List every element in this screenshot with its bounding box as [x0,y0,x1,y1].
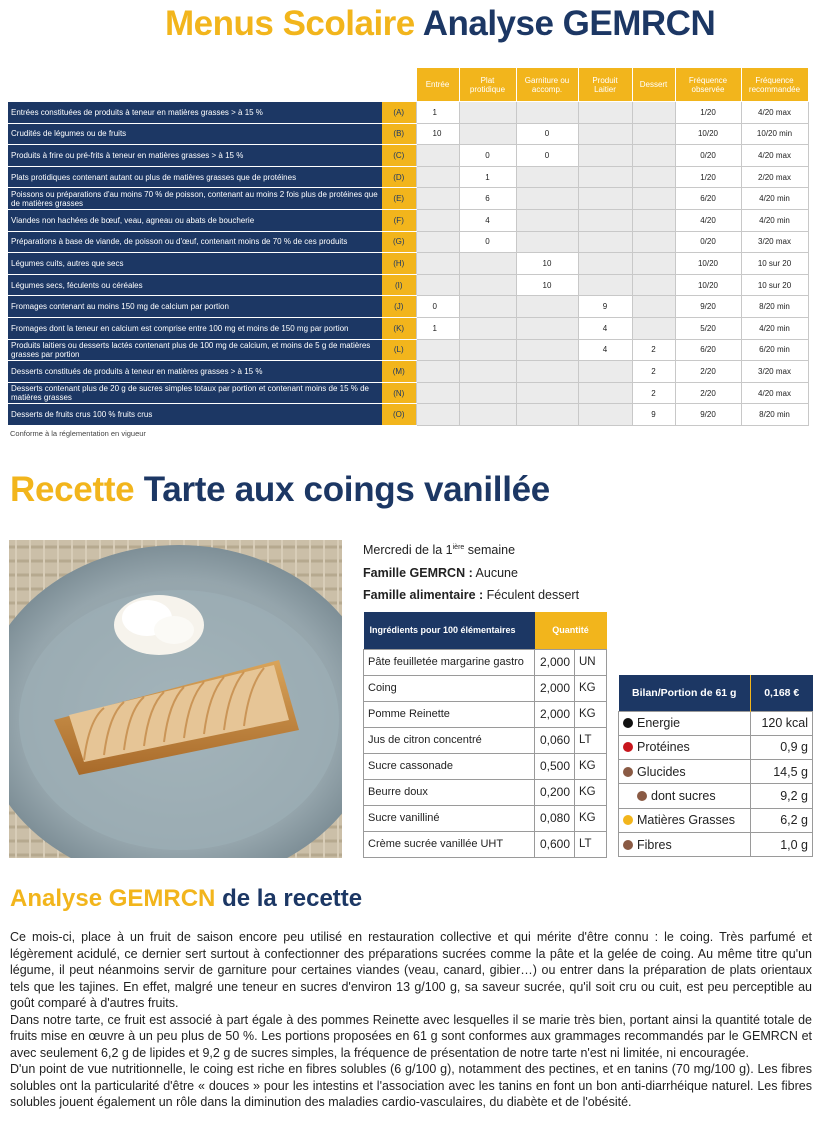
gemrcn-cell [578,123,632,145]
gemrcn-row [8,382,808,404]
nutrient-name [619,735,751,759]
nutrient-dot-icon [623,840,633,850]
gemrcn-code: (H) [382,253,416,275]
gemrcn-cell: 6 [459,188,516,210]
gemrcn-criterion: Produits à frire ou pré-frits à teneur en matières grasses > à 15 % [8,145,382,167]
gemrcn-code: (B) [382,123,416,145]
recipe-famille-alimentaire: Famille alimentaire : Féculent dessert [363,588,580,603]
nutrient-dot-icon [623,767,633,777]
gemrcn-cell: 4 [459,209,516,231]
ingredient-quantity: 0,500 [535,753,575,779]
gemrcn-cell: 2/20 [675,382,741,404]
gemrcn-body [8,102,808,426]
ingredient-row [364,649,607,675]
gemrcn-cell [516,317,578,339]
gemrcn-cell [516,404,578,426]
ingredient-name: Pâte feuilletée margarine gastro [364,649,535,675]
gemrcn-row [8,102,808,124]
gemrcn-col-header: Plat protidique [459,68,516,102]
gemrcn-cell [632,231,675,253]
gemrcn-criterion: Légumes secs, féculents ou céréales [8,274,382,296]
ingredient-row [364,805,607,831]
gemrcn-cell: 2 [632,361,675,383]
gemrcn-cell [459,361,516,383]
gemrcn-code: (A) [382,102,416,124]
gemrcn-col-header: Fréquence observée [675,68,741,102]
nutrition-row [619,784,813,808]
gemrcn-cell [416,166,459,188]
page-title [165,4,765,44]
gemrcn-cell: 9/20 [675,296,741,318]
ingredient-quantity: 2,000 [535,675,575,701]
gemrcn-cell [459,404,516,426]
gemrcn-row [8,145,808,167]
gemrcn-cell: 10/20 min [741,123,808,145]
gemrcn-row [8,123,808,145]
gemrcn-col-header: Produit Laitier [578,68,632,102]
gemrcn-cell [459,253,516,275]
gemrcn-cell: 4/20 min [741,209,808,231]
gemrcn-row [8,188,808,210]
gemrcn-row [8,361,808,383]
gemrcn-cell [578,188,632,210]
ingredient-unit: KG [575,701,607,727]
ingredients-header-row [364,612,607,649]
gemrcn-cell: 5/20 [675,317,741,339]
gemrcn-criterion: Entrées constituées de produits à teneur en matières grasses > à 15 % [8,102,382,124]
gemrcn-code: (C) [382,145,416,167]
gemrcn-cell [516,209,578,231]
gemrcn-cell [459,382,516,404]
gemrcn-cell: 8/20 min [741,404,808,426]
gemrcn-criterion: Poissons ou préparations d'au moins 70 % de poisson, contenant au moins 2 fois plus de protéines que de matières grasses [8,188,382,210]
gemrcn-row [8,231,808,253]
gemrcn-code: (D) [382,166,416,188]
gemrcn-cell: 4/20 max [741,382,808,404]
nutrient-label: Protéines [637,740,690,755]
gemrcn-cell [632,317,675,339]
recipe-title-label: Recette [10,470,135,509]
gemrcn-header-row [8,68,808,102]
gemrcn-cell: 10 [516,274,578,296]
gemrcn-cell: 10/20 [675,274,741,296]
nutrition-row [619,808,813,832]
gemrcn-cell [578,102,632,124]
gemrcn-cell: 4/20 min [741,317,808,339]
page-title-navy: Analyse GEMRCN [422,4,716,43]
nutrient-name [619,832,751,856]
gemrcn-table [8,67,809,426]
gemrcn-cell: 9 [578,296,632,318]
gemrcn-cell [459,317,516,339]
ingredient-row [364,779,607,805]
gemrcn-cell [416,274,459,296]
analysis-body [10,929,812,1111]
gemrcn-criterion: Desserts constitués de produits à teneur en matières grasses > à 15 % [8,361,382,383]
gemrcn-code: (K) [382,317,416,339]
gemrcn-cell: 0/20 [675,231,741,253]
gemrcn-cell: 4/20 max [741,145,808,167]
ingredients-body [364,649,607,857]
ingredient-unit: KG [575,675,607,701]
analysis-paragraph: D'un point de vue nutritionnelle, le coing est riche en fibres solubles (6 g/100 g), notamment des pectines, et en tanins (70 mg/100 g). Les fibres solubles ont la particularité d'être « douces » pour les intestins et l'association avec les tanins en font un bon anti-diarrhéique naturel. Les fibres solubles jouent également un rôle dans la diminution des maladies cardio-vasculaires, du diabète et de l'obésité. [10,1062,812,1109]
gemrcn-cell: 6/20 min [741,339,808,361]
gemrcn-cell [632,166,675,188]
nutrition-row [619,760,813,784]
gemrcn-cell: 4/20 [675,209,741,231]
gemrcn-cell: 0 [459,231,516,253]
gemrcn-cell: 10 [516,253,578,275]
gemrcn-row [8,209,808,231]
nutrition-row [619,735,813,759]
gemrcn-cell [516,296,578,318]
gemrcn-criterion: Produits laitiers ou desserts lactés contenant plus de 100 mg de calcium, et moins de 5 g de matières grasses par portion [8,339,382,361]
gemrcn-cell: 4 [578,317,632,339]
gemrcn-cell: 1/20 [675,166,741,188]
ingredient-unit: KG [575,805,607,831]
ingredient-quantity: 0,600 [535,831,575,857]
ingredient-row [364,701,607,727]
gemrcn-cell [516,231,578,253]
gemrcn-cell [578,274,632,296]
nutrient-label: Energie [637,716,681,731]
ingredient-quantity: 0,200 [535,779,575,805]
gemrcn-cell: 10 [416,123,459,145]
gemrcn-cell [459,296,516,318]
gemrcn-cell: 9/20 [675,404,741,426]
nutrient-name [619,784,751,808]
gemrcn-row [8,274,808,296]
gemrcn-cell [459,339,516,361]
ingredient-unit: LT [575,727,607,753]
ingredient-row [364,727,607,753]
gemrcn-cell [578,253,632,275]
ingredient-quantity: 0,080 [535,805,575,831]
gemrcn-cell [632,253,675,275]
gemrcn-col-header: Fréquence recommandée [741,68,808,102]
gemrcn-cell [632,274,675,296]
gemrcn-cell [632,123,675,145]
gemrcn-code: (O) [382,404,416,426]
gemrcn-cell: 10 sur 20 [741,274,808,296]
nutrition-header-row [619,675,813,711]
nutrition-header-price: 0,168 € [751,675,813,711]
gemrcn-cell [632,188,675,210]
gemrcn-cell [578,166,632,188]
ingredients-table [363,612,607,858]
nutrition-table [618,675,813,857]
analysis-paragraph: Ce mois-ci, place à un fruit de saison encore peu utilisé en restauration collective et qui mérite d'être connu : le coing. Très parfumé et légèrement acidulé, ce dernier sert surtout à confectionner des préparations sucrées comme la pâte et la gelée de coing. Au même titre qu'un légume, il peut néanmoins servir de garniture pour certaines viandes (veau, canard, gibier…) ou entrer dans la préparation de plats orientaux tels que les tajines. En effet, malgré une teneur en sucres d'environ 13 g/100 g, sa saveur sucrée, qu'il soit cru ou cuit, est peu perceptible au goût comparé à d'autres fruits. [10,930,812,1010]
recipe-day: Mercredi de la $1^{ière}$ semaine [363,543,516,558]
ingredient-name: Coing [364,675,535,701]
ingredient-unit: KG [575,753,607,779]
nutrition-header-label: Bilan/Portion de 61 g [619,675,751,711]
analysis-title [10,885,362,913]
ingredient-unit: LT [575,831,607,857]
gemrcn-cell [459,274,516,296]
nutrient-value: 6,2 g [751,808,813,832]
gemrcn-code: (J) [382,296,416,318]
gemrcn-cell [516,166,578,188]
nutrient-value: 14,5 g [751,760,813,784]
nutrient-value: 0,9 g [751,735,813,759]
gemrcn-cell: 6/20 [675,188,741,210]
gemrcn-cell: 10/20 [675,253,741,275]
nutrition-body [619,711,813,857]
gemrcn-cell [632,296,675,318]
gemrcn-row [8,166,808,188]
ingredient-name: Jus de citron concentré [364,727,535,753]
gemrcn-cell [516,102,578,124]
nutrient-name [619,711,751,735]
ingredient-row [364,753,607,779]
gemrcn-cell [578,404,632,426]
gemrcn-criterion: Préparations à base de viande, de poisson ou d'œuf, contenant moins de 70 % de ces produits [8,231,382,253]
gemrcn-cell: 1 [459,166,516,188]
ingredient-name: Sucre cassonade [364,753,535,779]
gemrcn-criterion: Desserts contenant plus de 20 g de sucres simples totaux par portion et contenant moins de 15 % de matières grasses [8,382,382,404]
gemrcn-cell: 0 [459,145,516,167]
nutrition-row [619,832,813,856]
gemrcn-cell [416,231,459,253]
gemrcn-cell: 3/20 max [741,361,808,383]
gemrcn-code: (N) [382,382,416,404]
gemrcn-code: (I) [382,274,416,296]
recipe-title-name: Tarte aux coings vanillée [143,470,550,509]
nutrient-value: 120 kcal [751,711,813,735]
gemrcn-cell: 4/20 min [741,188,808,210]
gemrcn-cell: 1/20 [675,102,741,124]
nutrient-dot-icon [623,718,633,728]
nutrient-label: Matières Grasses [637,813,735,828]
ingredient-row [364,675,607,701]
gemrcn-cell [416,253,459,275]
gemrcn-cell: 0/20 [675,145,741,167]
gemrcn-cell: 8/20 min [741,296,808,318]
nutrient-dot-icon [623,742,633,752]
gemrcn-code: (M) [382,361,416,383]
gemrcn-cell: 3/20 max [741,231,808,253]
tart-illustration [9,540,342,858]
gemrcn-code: (L) [382,339,416,361]
gemrcn-cell [416,145,459,167]
recipe-title [10,470,550,510]
ingredients-header-name: Ingrédients pour 100 élémentaires [364,612,535,649]
gemrcn-cell [632,145,675,167]
gemrcn-cell: 10 sur 20 [741,253,808,275]
gemrcn-code: (G) [382,231,416,253]
nutrient-label: dont sucres [651,789,716,804]
gemrcn-cell: 4/20 max [741,102,808,124]
gemrcn-code: (E) [382,188,416,210]
gemrcn-cell [459,102,516,124]
gemrcn-criterion: Plats protidiques contenant autant ou plus de matières grasses que de protéines [8,166,382,188]
gemrcn-criterion: Viandes non hachées de bœuf, veau, agneau ou abats de boucherie [8,209,382,231]
gemrcn-row [8,317,808,339]
gemrcn-cell: 1 [416,317,459,339]
gemrcn-cell: 4 [578,339,632,361]
ingredient-quantity: 2,000 [535,649,575,675]
ingredient-name: Crème sucrée vanillée UHT [364,831,535,857]
gemrcn-cell [516,339,578,361]
nutrient-dot-icon [637,791,647,801]
gemrcn-cell: 1 [416,102,459,124]
page-title-yellow: Menus Scolaire [165,4,415,43]
gemrcn-col-header: Entrée [416,68,459,102]
recipe-famille-gemrcn: Famille GEMRCN : Aucune [363,565,518,580]
gemrcn-cell [416,188,459,210]
gemrcn-cell: 2 [632,339,675,361]
nutrient-label: Glucides [637,764,686,779]
ingredient-quantity: 0,060 [535,727,575,753]
recipe-photo [9,540,342,858]
nutrient-dot-icon [623,815,633,825]
gemrcn-row [8,296,808,318]
ingredient-unit: UN [575,649,607,675]
gemrcn-cell: 0 [516,145,578,167]
gemrcn-cell [578,231,632,253]
analysis-title-yellow: Analyse GEMRCN [10,885,216,912]
nutrient-name [619,760,751,784]
ingredient-row [364,831,607,857]
gemrcn-cell: 2/20 max [741,166,808,188]
gemrcn-col-header: Garniture ou accomp. [516,68,578,102]
ingredient-unit: KG [575,779,607,805]
gemrcn-cell: 2 [632,382,675,404]
nutrient-value: 1,0 g [751,832,813,856]
gemrcn-cell [632,102,675,124]
analysis-paragraph: Dans notre tarte, ce fruit est associé à part égale à des pommes Reinette avec lesquelles il se marie très bien, portant ainsi la quantité totale de fruits mise en œuvre à un peu plus de 50 %. Les portions proposées en 61 g sont conformes aux grammages recommandés par le GEMRCN et avec seulement 6,2 g de lipides et 9,2 g de sucres simples, la fréquence de présentation de notre tarte n'est ni limitée, ni encouragée. [10,1012,812,1060]
gemrcn-cell [516,188,578,210]
gemrcn-cell [416,339,459,361]
gemrcn-cell: 10/20 [675,123,741,145]
gemrcn-criterion: Légumes cuits, autres que secs [8,253,382,275]
ingredient-name: Beurre doux [364,779,535,805]
gemrcn-code: (F) [382,209,416,231]
gemrcn-cell [632,209,675,231]
ingredient-name: Sucre vanilliné [364,805,535,831]
gemrcn-cell: 0 [416,296,459,318]
gemrcn-cell [578,209,632,231]
gemrcn-cell: 0 [516,123,578,145]
gemrcn-cell [416,361,459,383]
ingredient-quantity: 2,000 [535,701,575,727]
ingredient-name: Pomme Reinette [364,701,535,727]
gemrcn-cell [578,145,632,167]
gemrcn-cell [516,361,578,383]
gemrcn-row [8,404,808,426]
gemrcn-criterion: Crudités de légumes ou de fruits [8,123,382,145]
nutrient-value: 9,2 g [751,784,813,808]
gemrcn-cell [416,382,459,404]
nutrient-label: Fibres [637,837,672,852]
gemrcn-cell [416,209,459,231]
analysis-title-navy: de la recette [222,885,363,912]
nutrition-row [619,711,813,735]
gemrcn-row [8,253,808,275]
gemrcn-cell: 9 [632,404,675,426]
nutrient-name [619,808,751,832]
ingredients-header-qty: Quantité [535,612,607,649]
gemrcn-criterion: Desserts de fruits crus 100 % fruits crus [8,404,382,426]
gemrcn-cell [416,404,459,426]
gemrcn-cell [459,123,516,145]
conformity-note: Conforme à la réglementation en vigueur [10,429,146,438]
gemrcn-criterion: Fromages contenant au moins 150 mg de calcium par portion [8,296,382,318]
gemrcn-cell: 2/20 [675,361,741,383]
gemrcn-cell: 6/20 [675,339,741,361]
gemrcn-row [8,339,808,361]
gemrcn-col-header: Dessert [632,68,675,102]
gemrcn-cell [578,382,632,404]
recipe-meta [363,537,579,607]
gemrcn-cell [578,361,632,383]
gemrcn-criterion: Fromages dont la teneur en calcium est comprise entre 100 mg et moins de 150 mg par portion [8,317,382,339]
gemrcn-cell [516,382,578,404]
